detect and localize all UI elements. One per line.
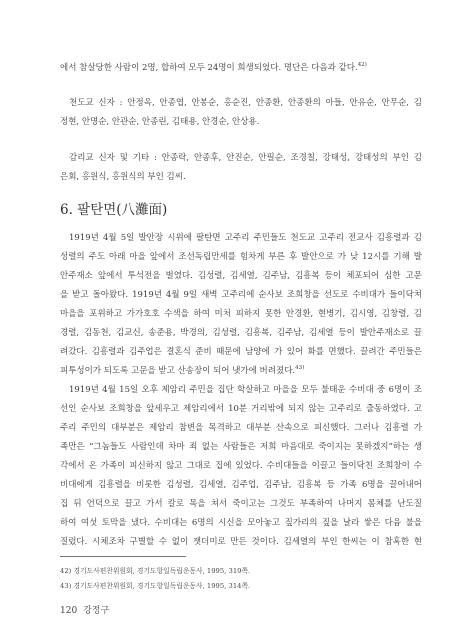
text-line: 감리교 신자 및 기타 : 안종락, 안종후, 안진순, 안필순, 조경칠, 강태성, 강태성의 부인 김 bbox=[69, 153, 422, 163]
text-line: 마을을 포위하고 가가호호 수색을 하여 미처 피하지 못한 안경환, 현병기, 김시영, 김창렬, 김 bbox=[60, 309, 422, 319]
page-number: 120 bbox=[60, 606, 78, 616]
paragraph-cheondogyo-list bbox=[60, 94, 422, 132]
paragraph-paltan-april-15 bbox=[60, 381, 422, 552]
text-line: 족만은 “그놈들도 사람인데 차마 죄 없는 사람들은 저희 마음대로 죽이지는 못하겠지”하는 생 bbox=[60, 442, 422, 452]
author-name: 강정구 bbox=[83, 606, 110, 616]
text-line: 안주재소 앞에서 투석전을 벌였다. 김성렬, 김세열, 김주남, 김흥복 등이 체포되어 심한 고문 bbox=[60, 271, 422, 281]
footnote-text: 경기도사편찬위원회, 경기도항일독립운동사, 1995, 314쪽. bbox=[73, 582, 251, 590]
footnote-42 bbox=[60, 566, 422, 576]
text-line: 려갔다. 김흥렬과 김주업은 결혼식 준비 때문에 남양에 가 있어 화를 면했다. 끌려간 주민들은 bbox=[60, 347, 422, 357]
footnote-ref-43: 43) bbox=[295, 365, 305, 372]
line-text: 피투성이가 되도록 고문을 받고 산송장이 되어 냇가에 버려졌다. bbox=[60, 366, 296, 376]
paragraph-methodist-list bbox=[60, 149, 422, 187]
footnote-number: 43) bbox=[60, 582, 72, 590]
text-line: 비대에게 김흥렬을 비롯한 김성렬, 김세열, 김주업, 김주남, 김흥복 등 가족 6명을 끌어내어 bbox=[60, 480, 422, 490]
footnote-43 bbox=[60, 581, 422, 591]
text-line bbox=[60, 362, 422, 381]
section-heading: 6. 팔탄면(八灘面) bbox=[60, 202, 168, 218]
text-line: 주리 주민의 대부분은 제암리 참변을 목격하고 대부분 산속으로 피신했다. 그러나 김흥렬 가 bbox=[60, 423, 422, 433]
text-line: 선인 순사보 조희창을 앞세우고 제암리에서 10분 거리밖에 되지 않는 고주리로 출동하였다. 고 bbox=[60, 404, 422, 414]
footnote-number: 42) bbox=[60, 567, 72, 575]
footnote-divider bbox=[60, 556, 186, 557]
text-line: 천도교 신자 : 안정옥, 안종엽, 안봉순, 홍순진, 안종환, 안종환의 아들, 안유순, 안무순, 김 bbox=[69, 98, 422, 108]
text-line: 1919년 4월 15일 오후 제암리 주민을 집단 학살하고 마을을 모두 불태운 수비대 중 6명이 조 bbox=[69, 385, 422, 395]
text-line: 집 뒤 언덕으로 끌고 가서 칼로 목을 쳐서 죽이고는 그것도 부족하여 나머지 몸체를 난도질 bbox=[60, 499, 422, 509]
text-line: 정현, 안명순, 안관순, 안종린, 김태용, 안경순, 안상용. bbox=[60, 117, 260, 127]
line-text: 에서 참살당한 사람이 2명, 합하여 모두 24명이 희생되었다. 명단은 다음과 같다. bbox=[60, 63, 358, 73]
text-line: 은회, 홍원식, 홍원식의 부인 김씨. bbox=[60, 172, 186, 182]
footnote-text: 경기도사편찬위원회, 경기도항일독립운동사, 1995, 319쪽. bbox=[73, 567, 251, 575]
text-line: 1919년 4월 5일 발안장 시위에 팔탄면 고주리 주민들도 천도교 고주리 전교사 김흥렬과 김 bbox=[69, 233, 422, 243]
footnote-ref-42: 42) bbox=[357, 62, 367, 69]
paragraph-intro bbox=[60, 59, 422, 78]
page-footer bbox=[60, 604, 109, 618]
text-line: 을 받고 돌아왔다. 1919년 4월 9일 새벽 고주리에 순사보 조희창을 선도로 수비대가 들이닥쳐 bbox=[60, 290, 422, 300]
text-line: 질렀다. 시체조차 구별할 수 없이 잿더미로 만든 것이다. 김세열의 부인 한씨는 이 참혹한 현 bbox=[60, 537, 422, 547]
text-line: 성렬의 주도 아래 마을 앞에서 조선독립만세를 힘차게 부른 후 발안으로 가 낮 12시를 기해 발 bbox=[60, 252, 422, 262]
text-line: 하여 여섯 토막을 냈다. 수비대는 6명의 시신을 모아놓고 짚가리의 짚을 날라 쌓은 다음 불을 bbox=[60, 518, 422, 528]
text-line: 각에서 온 가족이 피신하지 않고 그대로 집에 있었다. 수비대들을 이끌고 들이닥친 조희창이 수 bbox=[60, 461, 422, 471]
text-line bbox=[60, 59, 422, 78]
paragraph-paltan-april-5 bbox=[60, 229, 422, 381]
text-line: 경렬, 김동천, 김교신, 송준용, 박경의, 김성렬, 김흥복, 김주남, 김세열 등이 발안주재소로 끌 bbox=[60, 328, 422, 338]
